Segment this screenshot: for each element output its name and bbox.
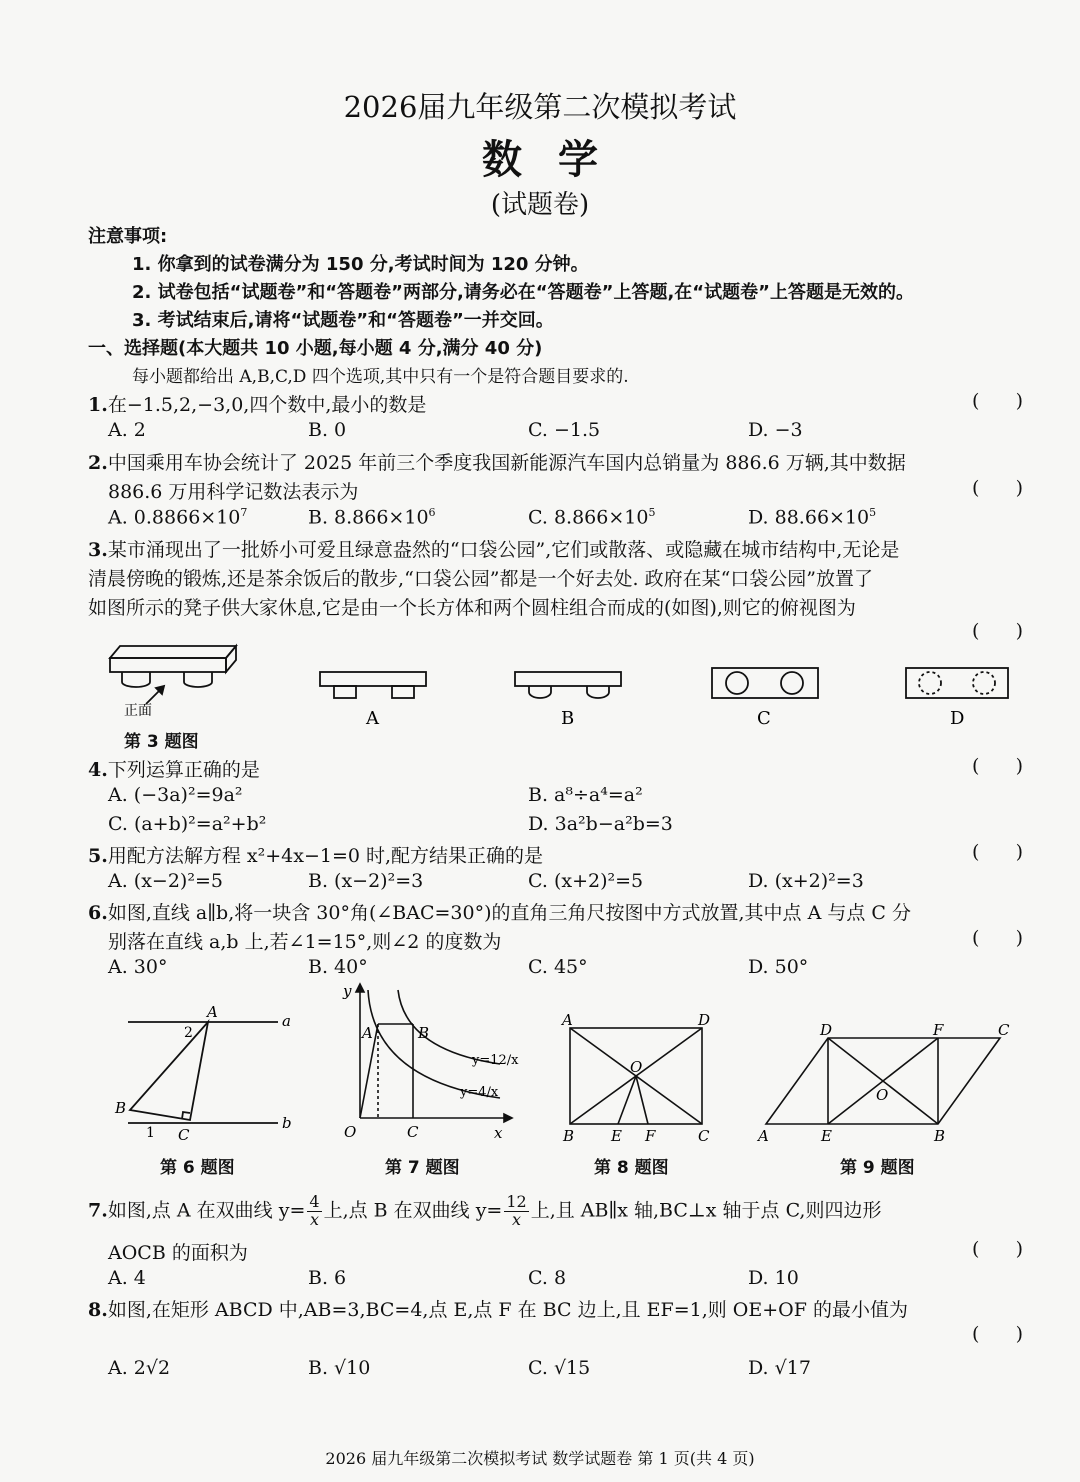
q5-option-b: B. (x−2)²=3 — [308, 870, 424, 892]
answer-paren: ( ) — [972, 1323, 1024, 1345]
question-4 — [88, 755, 260, 782]
fig8-point-c: C — [698, 1127, 710, 1145]
fig7-curve-4-label: y=4/x — [460, 1085, 499, 1100]
q7-option-a: A. 4 — [108, 1267, 146, 1289]
q8-option-d: D. √17 — [748, 1357, 811, 1379]
option-b-figure — [515, 672, 621, 698]
fig6-angle-1: 1 — [146, 1125, 155, 1141]
fig6-label-a-point: A — [207, 1003, 218, 1021]
q7-option-b: B. 6 — [308, 1267, 347, 1289]
question-number: 3. — [88, 539, 108, 561]
q7-option-c: C. 8 — [528, 1267, 567, 1289]
q3-figures — [100, 640, 1040, 750]
fig9-point-o: O — [876, 1086, 889, 1104]
question-text-part3: 上,且 AB∥x 轴,BC⊥x 轴于点 C,则四边形 — [530, 1199, 882, 1222]
question-text: 用配方法解方程 x²+4x−1=0 时,配方结果正确的是 — [107, 845, 544, 867]
section-intro: 每小题都给出 A,B,C,D 四个选项,其中只有一个是符合题目要求的. — [132, 367, 629, 387]
question-3-line3: 如图所示的凳子供大家休息,它是由一个长方体和两个圆柱组合而成的(如图),则它的俯视图为 — [88, 597, 856, 619]
question-8 — [88, 1295, 908, 1322]
fig8-point-d: D — [698, 1011, 711, 1029]
fraction-4-over-x: $\frac{4}{x}$ — [309, 1192, 320, 1229]
fig8-point-b: B — [563, 1127, 575, 1145]
question-2 — [88, 448, 906, 475]
q6-option-a: A. 30° — [108, 956, 168, 978]
fig8-point-o: O — [630, 1058, 643, 1076]
fig7-origin-label: O — [344, 1123, 357, 1141]
question-number: 8. — [88, 1299, 108, 1321]
fig7-y-axis-label: y — [343, 982, 352, 1000]
notice-item-2: 2. 试卷包括“试题卷”和“答题卷”两部分,请务必在“答题卷”上答题,在“试题卷”上答题是无效的。 — [132, 282, 914, 303]
question-number: 7. — [88, 1199, 108, 1222]
fig-option-c-label: C — [757, 708, 771, 729]
question-text: 在−1.5,2,−3,0,四个数中,最小的数是 — [107, 394, 427, 416]
fig9-point-c: C — [998, 1021, 1010, 1039]
question-3-line2: 清晨傍晚的锻炼,还是茶余饭后的散步,“口袋公园”都是一个好去处. 政府在某“口袋公园”放置了 — [88, 568, 874, 590]
question-1 — [88, 390, 426, 417]
question-6 — [88, 898, 911, 925]
notice-item-1: 1. 你拿到的试卷满分为 150 分,考试时间为 120 分钟。 — [132, 254, 589, 275]
q1-option-c: C. −1.5 — [528, 419, 601, 441]
q4-option-d: D. 3a²b−a²b=3 — [528, 813, 673, 835]
question-text: 如图,直线 a∥b,将一块含 30°角(∠BAC=30°)的直角三角尺按图中方式放置,其中点 A 与点 C 分 — [107, 902, 911, 924]
question-3 — [88, 535, 899, 562]
fig9-point-e: E — [821, 1127, 832, 1145]
fig9-point-a: A — [758, 1127, 769, 1145]
option-c-figure — [712, 668, 818, 698]
page-footer: 2026 届九年级第二次模拟考试 数学试题卷 第 1 页(共 4 页) — [325, 1449, 755, 1468]
fig9-point-b: B — [934, 1127, 946, 1145]
q4-option-a: A. (−3a)²=9a² — [108, 784, 243, 806]
question-2-line2: 886.6 万用科学记数法表示为 — [108, 481, 359, 503]
question-5 — [88, 841, 543, 868]
notice-item-3: 3. 考试结束后,请将“试题卷”和“答题卷”一并交回。 — [132, 310, 554, 331]
notice-heading: 注意事项: — [88, 226, 168, 247]
fraction-12-over-x: $\frac{12}{x}$ — [506, 1192, 527, 1229]
question-number: 5. — [88, 845, 108, 867]
q1-option-a: A. 2 — [108, 419, 146, 441]
q8-option-b: B. √10 — [308, 1357, 371, 1379]
fig9-point-f: F — [933, 1021, 944, 1039]
q3-caption: 第 3 题图 — [124, 732, 199, 752]
q5-option-d: D. (x+2)²=3 — [748, 870, 864, 892]
q5-option-c: C. (x+2)²=5 — [528, 870, 644, 892]
front-label: 正面 — [124, 703, 152, 719]
fig7-point-c: C — [407, 1123, 419, 1141]
q2-option-c: C. $8.866\times 10^5$ — [528, 506, 656, 529]
question-text: 下列运算正确的是 — [107, 759, 260, 781]
question-text-part1: 如图,点 A 在双曲线 y= — [107, 1199, 306, 1222]
fig8-point-f: F — [645, 1127, 656, 1145]
question-text: 某市涌现出了一批娇小可爱且绿意盎然的“口袋公园”,它们或散落、或隐藏在城市结构中,无论是 — [107, 539, 900, 561]
fig8-point-a: A — [562, 1011, 573, 1029]
answer-paren: ( ) — [972, 390, 1024, 412]
geometry-figures — [0, 980, 1080, 1150]
answer-paren: ( ) — [972, 755, 1024, 777]
q7-option-d: D. 10 — [748, 1267, 799, 1289]
question-7 — [88, 1194, 881, 1229]
q4-option-b: B. a⁸÷a⁴=a² — [528, 784, 643, 806]
question-7-line2: AOCB 的面积为 — [108, 1242, 248, 1264]
fig6-label-line-b: b — [282, 1114, 292, 1132]
q5-option-a: A. (x−2)²=5 — [108, 870, 223, 892]
question-6-line2: 别落在直线 a,b 上,若∠1=15°,则∠2 的度数为 — [108, 931, 502, 953]
fig7-x-axis-label: x — [494, 1124, 503, 1142]
option-d-figure — [906, 668, 1008, 698]
exam-title: 2026届九年级第二次模拟考试 — [343, 90, 737, 124]
paper-type: (试题卷) — [490, 190, 590, 220]
answer-paren: ( ) — [972, 927, 1024, 949]
fig6-caption: 第 6 题图 — [160, 1158, 235, 1178]
q6-option-c: C. 45° — [528, 956, 588, 978]
question-number: 4. — [88, 759, 108, 781]
q2-option-b: B. $8.866\times 10^6$ — [308, 506, 436, 529]
section-heading: 一、选择题(本大题共 10 小题,每小题 4 分,满分 40 分) — [88, 338, 543, 359]
figure-6 — [128, 1022, 278, 1123]
figure-9 — [766, 1038, 1000, 1124]
fig7-point-b: B — [418, 1024, 430, 1042]
subject-title: 数学 — [482, 136, 634, 183]
answer-paren: ( ) — [972, 620, 1024, 642]
q1-option-b: B. 0 — [308, 419, 347, 441]
fig-option-a-label: A — [366, 708, 379, 729]
answer-paren: ( ) — [972, 1238, 1024, 1260]
fig6-angle-2: 2 — [184, 1025, 193, 1041]
q4-option-c: C. (a+b)²=a²+b² — [108, 813, 267, 835]
q8-option-a: A. 2√2 — [108, 1357, 171, 1379]
option-a-figure — [320, 672, 426, 698]
fig9-point-d: D — [820, 1021, 833, 1039]
fig8-point-e: E — [611, 1127, 622, 1145]
question-number: 1. — [88, 394, 108, 416]
q2-option-a: A. $0.8866\times 10^7$ — [108, 506, 248, 529]
fig7-curve-12-label: y=12/x — [472, 1053, 519, 1068]
question-text-part2: 上,点 B 在双曲线 y= — [323, 1199, 503, 1222]
q8-option-c: C. √15 — [528, 1357, 591, 1379]
fig9-caption: 第 9 题图 — [840, 1158, 915, 1178]
question-number: 2. — [88, 452, 108, 474]
bench-3d-figure — [110, 646, 236, 704]
fig6-label-b-point: B — [115, 1099, 127, 1117]
fig6-label-c-point: C — [178, 1126, 190, 1144]
answer-paren: ( ) — [972, 477, 1024, 499]
q2-option-d: D. $88.66\times 10^5$ — [748, 506, 877, 529]
fig7-point-a: A — [362, 1024, 373, 1042]
fig-option-d-label: D — [950, 708, 965, 729]
figure-8 — [570, 1028, 702, 1124]
answer-paren: ( ) — [972, 841, 1024, 863]
q6-option-b: B. 40° — [308, 956, 368, 978]
fig6-label-line-a: a — [282, 1012, 291, 1030]
question-text: 中国乘用车协会统计了 2025 年前三个季度我国新能源汽车国内总销量为 886.6 万辆,其中数据 — [107, 452, 906, 474]
fig-option-b-label: B — [561, 708, 575, 729]
q6-option-d: D. 50° — [748, 956, 809, 978]
question-text: 如图,在矩形 ABCD 中,AB=3,BC=4,点 E,点 F 在 BC 边上,且 EF=1,则 OE+OF 的最小值为 — [107, 1299, 908, 1321]
question-number: 6. — [88, 902, 108, 924]
q1-option-d: D. −3 — [748, 419, 803, 441]
fig7-caption: 第 7 题图 — [385, 1158, 460, 1178]
fig8-caption: 第 8 题图 — [594, 1158, 669, 1178]
